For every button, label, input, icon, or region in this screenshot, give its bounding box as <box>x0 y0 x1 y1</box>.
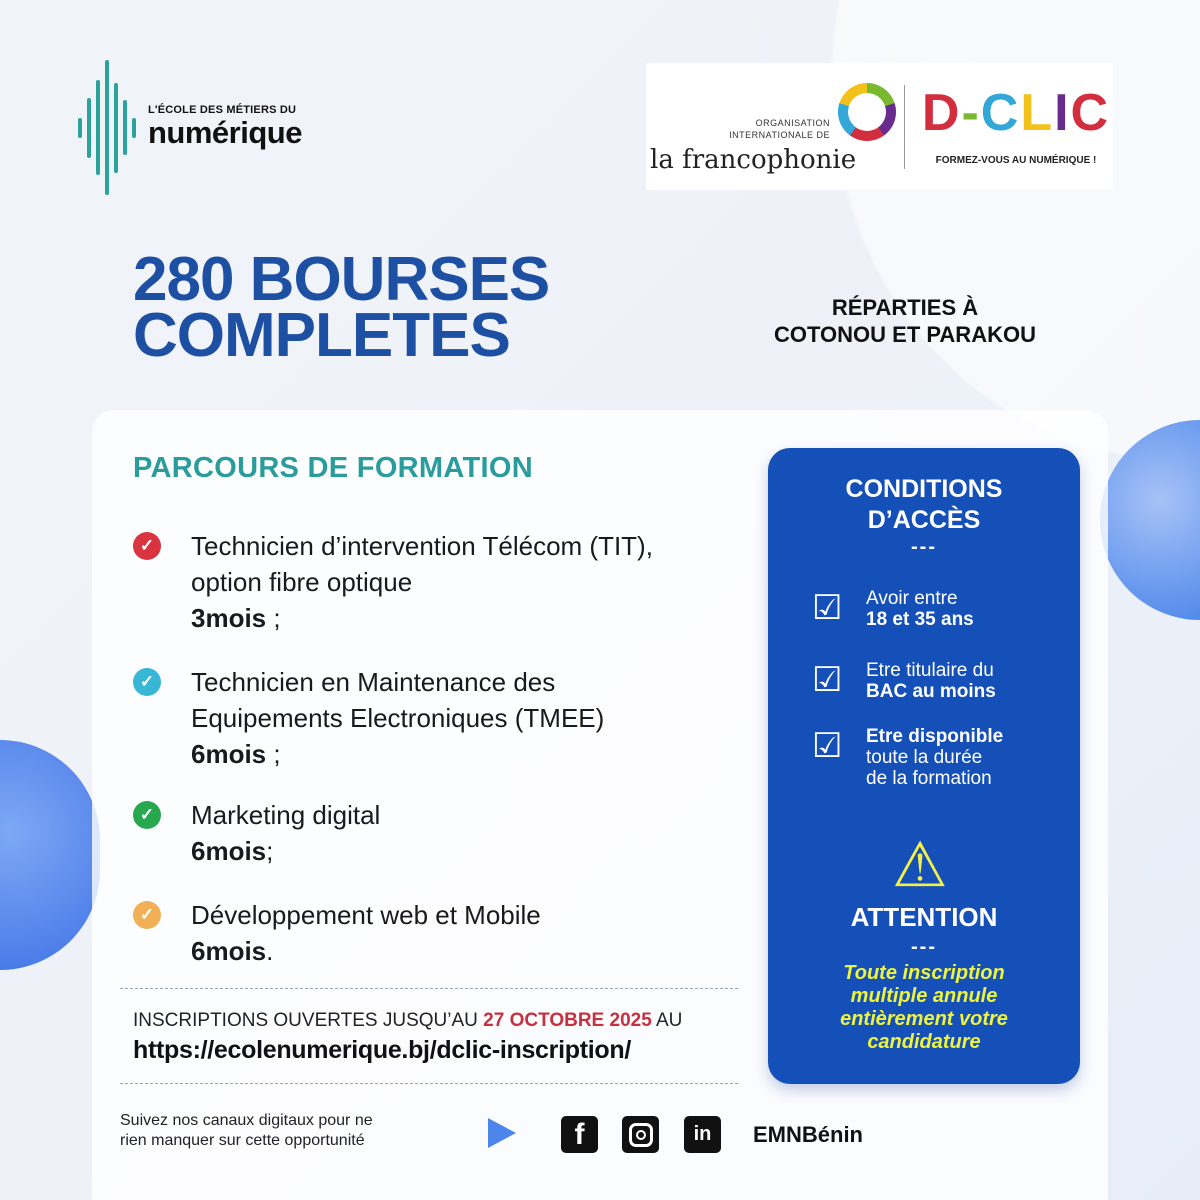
dashed-divider <box>120 988 738 989</box>
course-duration: 6mois <box>191 836 267 866</box>
inscription-suffix: AU <box>651 1010 683 1031</box>
course-item <box>133 664 753 772</box>
page-title <box>133 245 550 370</box>
condition-item <box>812 726 1003 789</box>
follow-line1: Suivez nos canaux digitaux pour ne <box>120 1112 373 1129</box>
deadline-date: 27 OCTOBRE 2025 <box>483 1010 652 1031</box>
course-punct: ; <box>266 836 274 866</box>
school-logo-big: numérique <box>148 115 302 151</box>
oif-name: la francophonie <box>650 145 857 175</box>
title-line1: 280 BOURSES <box>133 245 550 314</box>
linkedin-icon[interactable]: in <box>684 1116 721 1153</box>
facebook-icon[interactable]: f <box>561 1116 598 1153</box>
inscription-text <box>133 1010 682 1032</box>
course-title-line2: option fibre optique <box>191 567 413 597</box>
warning-triangle-icon: ⚠ <box>892 828 948 901</box>
dashed-divider <box>120 1083 738 1084</box>
course-title: Technicien d’intervention Télécom (TIT), <box>191 531 653 561</box>
course-title-line2: Equipements Electroniques (TMEE) <box>191 703 605 733</box>
oif-line1: ORGANISATION <box>755 118 830 128</box>
partner-logos <box>646 63 1113 190</box>
conditions-divider: --- <box>911 536 937 558</box>
instagram-icon[interactable] <box>622 1116 659 1153</box>
warning-line: candidature <box>867 1031 981 1053</box>
check-mark-circle-icon: ☑ <box>812 660 843 700</box>
check-circle-icon: ✓ <box>133 901 161 929</box>
check-circle-icon: ✓ <box>133 532 161 560</box>
warning-text <box>768 962 1080 1054</box>
follow-line2: rien manquer sur cette opportunité <box>120 1132 365 1149</box>
course-duration: 6mois <box>191 936 267 966</box>
decorative-sphere <box>1100 420 1200 620</box>
subtitle-line1: RÉPARTIES À <box>831 295 979 320</box>
social-handle: EMNBénin <box>753 1122 863 1147</box>
soundwave-logo-icon <box>78 60 136 195</box>
title-line2: COMPLETES <box>133 301 510 370</box>
school-logo-small: L'ÉCOLE DES MÉTIERS DU <box>148 104 297 117</box>
course-item <box>133 528 753 636</box>
dclic-logo <box>919 84 1113 166</box>
condition-line2: 18 et 35 ans <box>866 609 974 630</box>
course-title: Développement web et Mobile <box>191 900 541 930</box>
check-circle-icon: ✓ <box>133 801 161 829</box>
attention-heading: ATTENTION <box>850 902 998 932</box>
dclic-word: D-CLIC <box>921 84 1111 142</box>
oif-logo <box>646 63 904 190</box>
check-mark-circle-icon: ☑ <box>812 588 843 628</box>
subtitle <box>730 294 1080 348</box>
condition-item <box>812 588 974 630</box>
condition-line1: Etre disponible <box>866 726 1004 747</box>
course-item <box>133 897 753 969</box>
attention-divider: --- <box>911 936 937 958</box>
subtitle-line2: COTONOU ET PARAKOU <box>774 322 1036 347</box>
course-punct: ; <box>266 739 281 769</box>
conditions-heading-line1: CONDITIONS <box>845 475 1003 503</box>
check-mark-circle-icon: ☑ <box>812 726 843 766</box>
course-punct: . <box>266 936 274 966</box>
course-duration: 3mois <box>191 603 267 633</box>
warning-line: multiple annule <box>850 985 998 1007</box>
conditions-heading-line2: D’ACCÈS <box>867 506 981 534</box>
condition-line2: BAC au moins <box>866 681 996 702</box>
conditions-panel <box>768 448 1080 1084</box>
registration-link[interactable]: https://ecolenumerique.bj/dclic-inscription/ <box>133 1036 631 1064</box>
inscription-prefix: INSCRIPTIONS OUVERTES JUSQU’AU <box>133 1010 484 1031</box>
warning-line: entièrement votre <box>840 1008 1008 1030</box>
condition-line2: toute la durée <box>866 747 983 768</box>
condition-line1: Avoir entre <box>866 588 958 609</box>
course-title: Marketing digital <box>191 800 381 830</box>
follow-text <box>120 1111 373 1151</box>
condition-item <box>812 660 996 702</box>
school-logo <box>78 60 302 195</box>
course-title: Technicien en Maintenance des <box>191 667 556 697</box>
oif-line2: INTERNATIONALE DE <box>729 130 830 140</box>
check-circle-icon: ✓ <box>133 668 161 696</box>
course-item <box>133 797 753 869</box>
dclic-tagline: FORMEZ-VOUS AU NUMÉRIQUE ! <box>935 155 1097 166</box>
condition-line3: de la formation <box>866 768 992 789</box>
course-punct: ; <box>266 603 281 633</box>
condition-line1: Etre titulaire du <box>866 660 994 681</box>
decorative-sphere <box>0 740 100 970</box>
francophonie-ring-icon <box>838 83 896 141</box>
course-duration: 6mois <box>191 739 267 769</box>
parcours-heading: PARCOURS DE FORMATION <box>133 452 533 484</box>
divider <box>904 85 905 169</box>
warning-line: Toute inscription <box>843 962 1005 984</box>
play-arrow-icon <box>488 1118 516 1148</box>
